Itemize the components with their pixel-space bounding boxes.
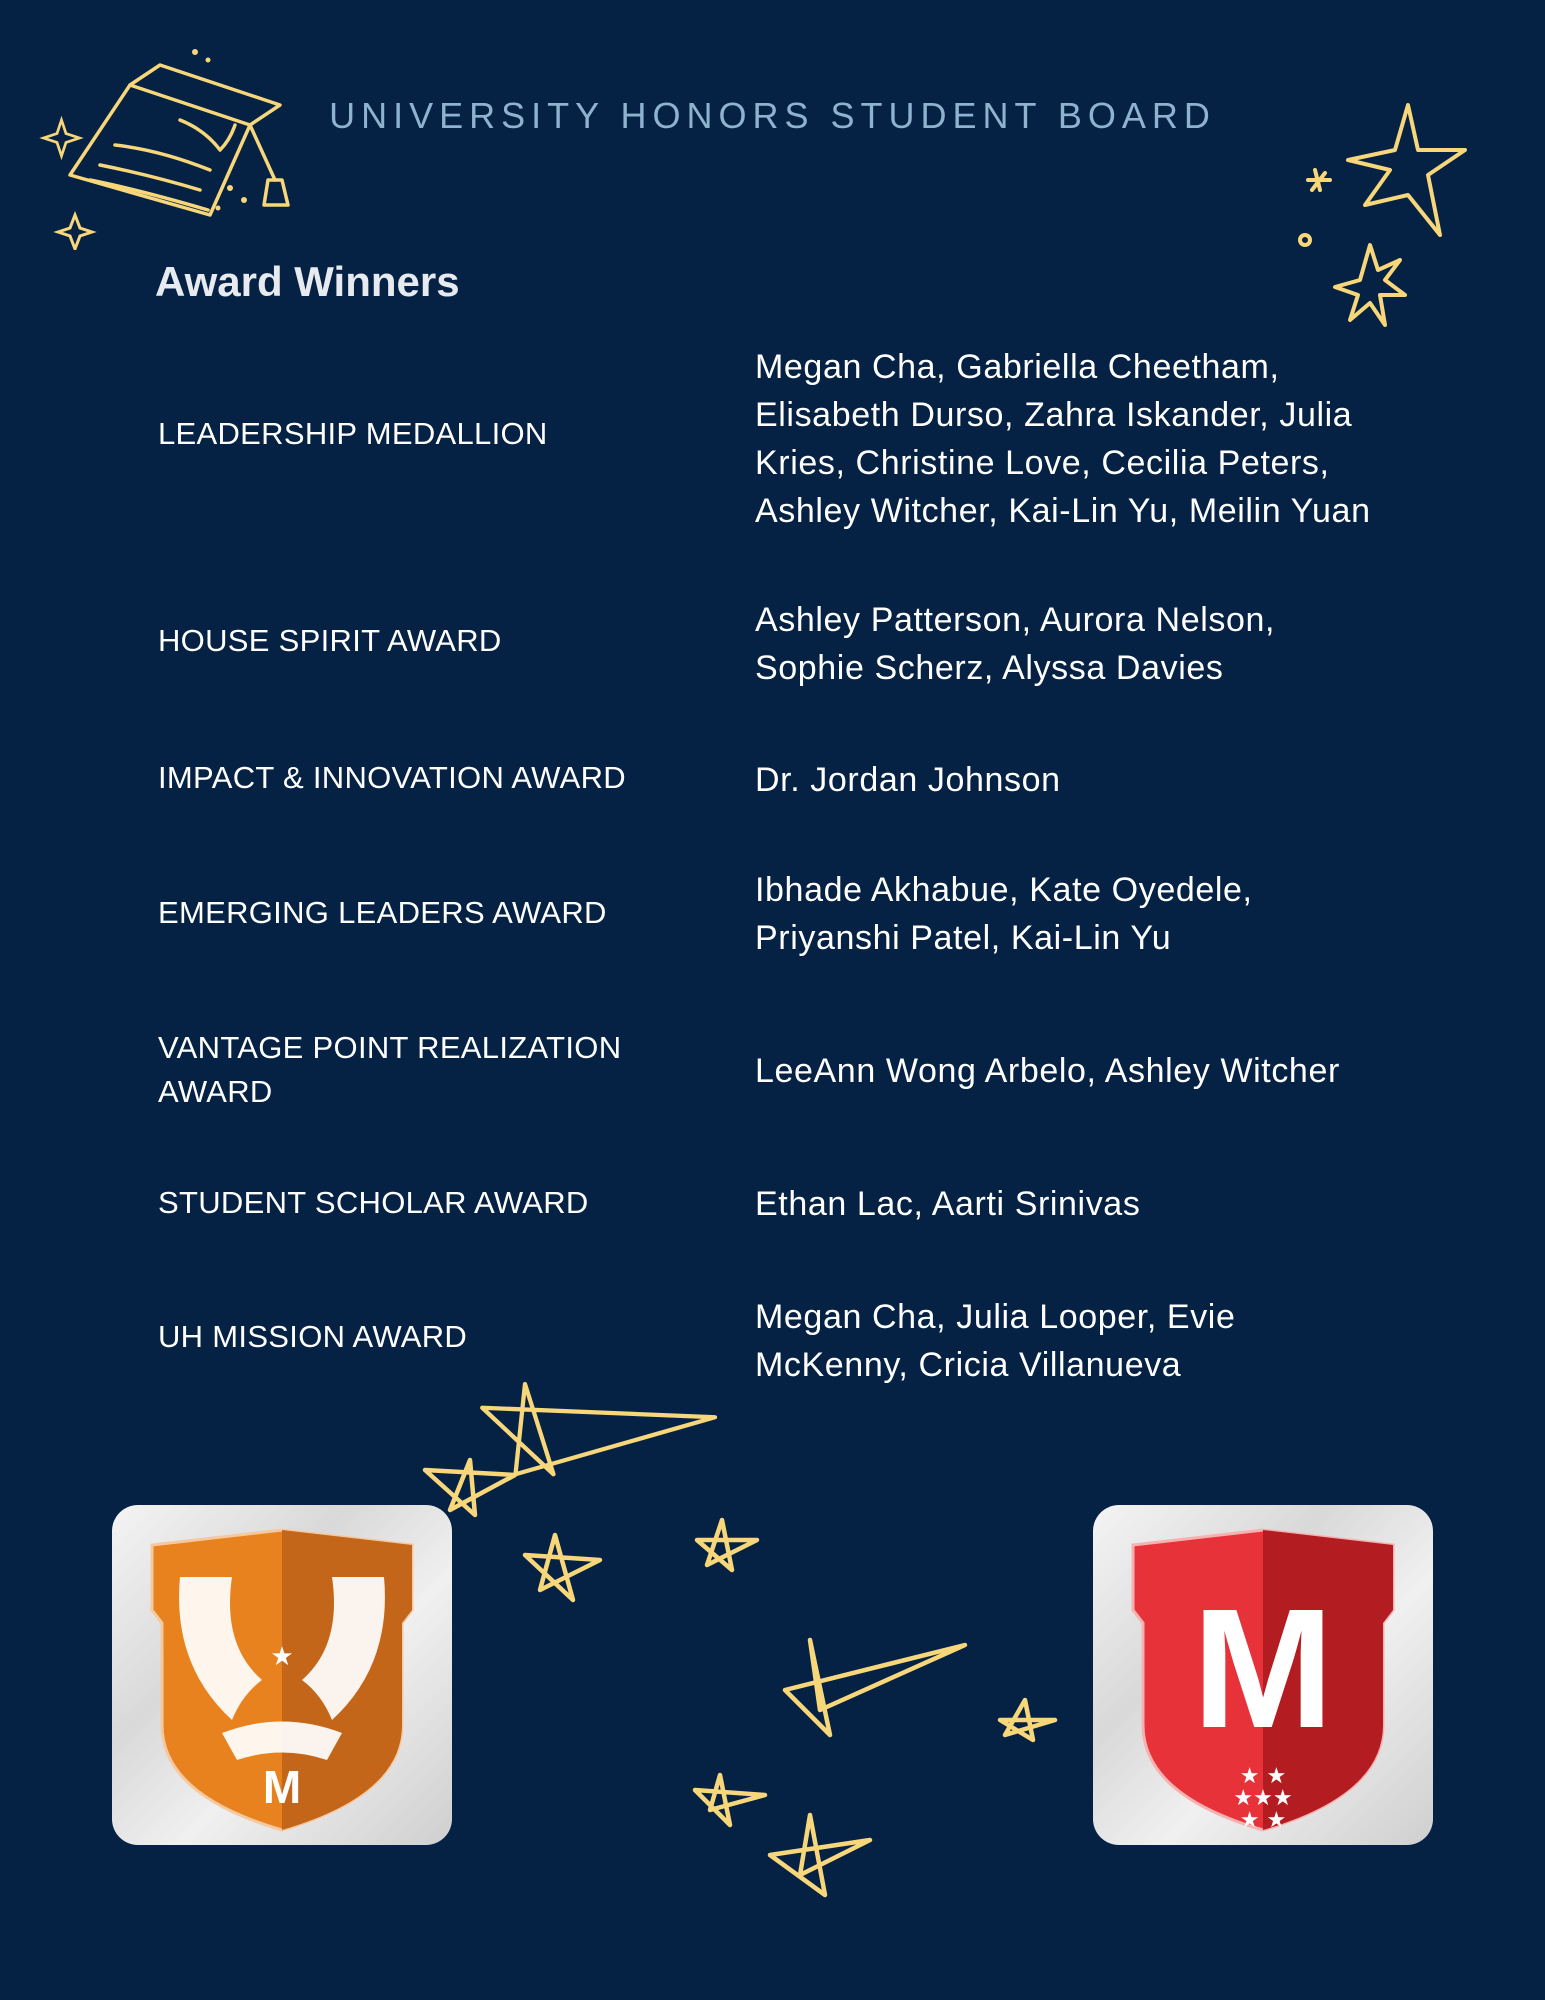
award-label-vantage-point: VANTAGE POINT REALIZATION AWARD <box>158 1030 622 1109</box>
award-label-emerging-leaders: EMERGING LEADERS AWARD <box>158 895 607 930</box>
award-label-leadership: LEADERSHIP MEDALLION <box>158 416 548 451</box>
svg-text:★ ★: ★ ★ <box>1239 1764 1287 1789</box>
left-house-badge <box>112 1505 452 1845</box>
shield-icon <box>1093 1505 1433 1845</box>
svg-text:★★★: ★★★ <box>1233 1786 1293 1811</box>
award-label-house-spirit: HOUSE SPIRIT AWARD <box>158 623 502 658</box>
graduation-cap-icon <box>30 30 310 250</box>
right-house-badge <box>1093 1505 1433 1845</box>
badge-letter-right: M <box>1192 1574 1334 1764</box>
award-winners-house-spirit: Ashley Patterson, Aurora Nelson, Sophie Scherz, Alyssa Davies <box>755 601 1276 687</box>
page-title: Award Winners <box>155 258 460 305</box>
award-winners-vantage-point: LeeAnn Wong Arbelo, Ashley Witcher <box>755 1052 1340 1090</box>
svg-text:★: ★ <box>270 1642 294 1672</box>
board-title: UNIVERSITY HONORS STUDENT BOARD <box>329 95 1216 136</box>
award-label-student-scholar: STUDENT SCHOLAR AWARD <box>158 1185 589 1220</box>
svg-text:★ ★: ★ ★ <box>1239 1808 1287 1833</box>
award-winners-uh-mission: Megan Cha, Julia Looper, Evie McKenny, Cricia Villanueva <box>755 1298 1236 1384</box>
star-doodle-icon <box>410 1365 1130 1925</box>
badge-letter-left: M <box>262 1761 302 1813</box>
award-winners-student-scholar: Ethan Lac, Aarti Srinivas <box>755 1185 1141 1223</box>
award-label-impact-innovation: IMPACT & INNOVATION AWARD <box>158 760 626 795</box>
award-winners-impact-innovation: Dr. Jordan Johnson <box>755 761 1061 799</box>
award-winners-emerging-leaders: Ibhade Akhabue, Kate Oyedele, Priyanshi Patel, Kai-Lin Yu <box>755 871 1253 957</box>
shield-icon <box>112 1505 452 1845</box>
award-label-uh-mission: UH MISSION AWARD <box>158 1319 468 1354</box>
award-winners-leadership: Megan Cha, Gabriella Cheetham, Elisabeth Durso, Zahra Iskander, Julia Kries, Christine Love, Cecilia Peters, Ashley Witcher, Kai-Lin Yu, Meilin Yuan <box>755 348 1371 530</box>
